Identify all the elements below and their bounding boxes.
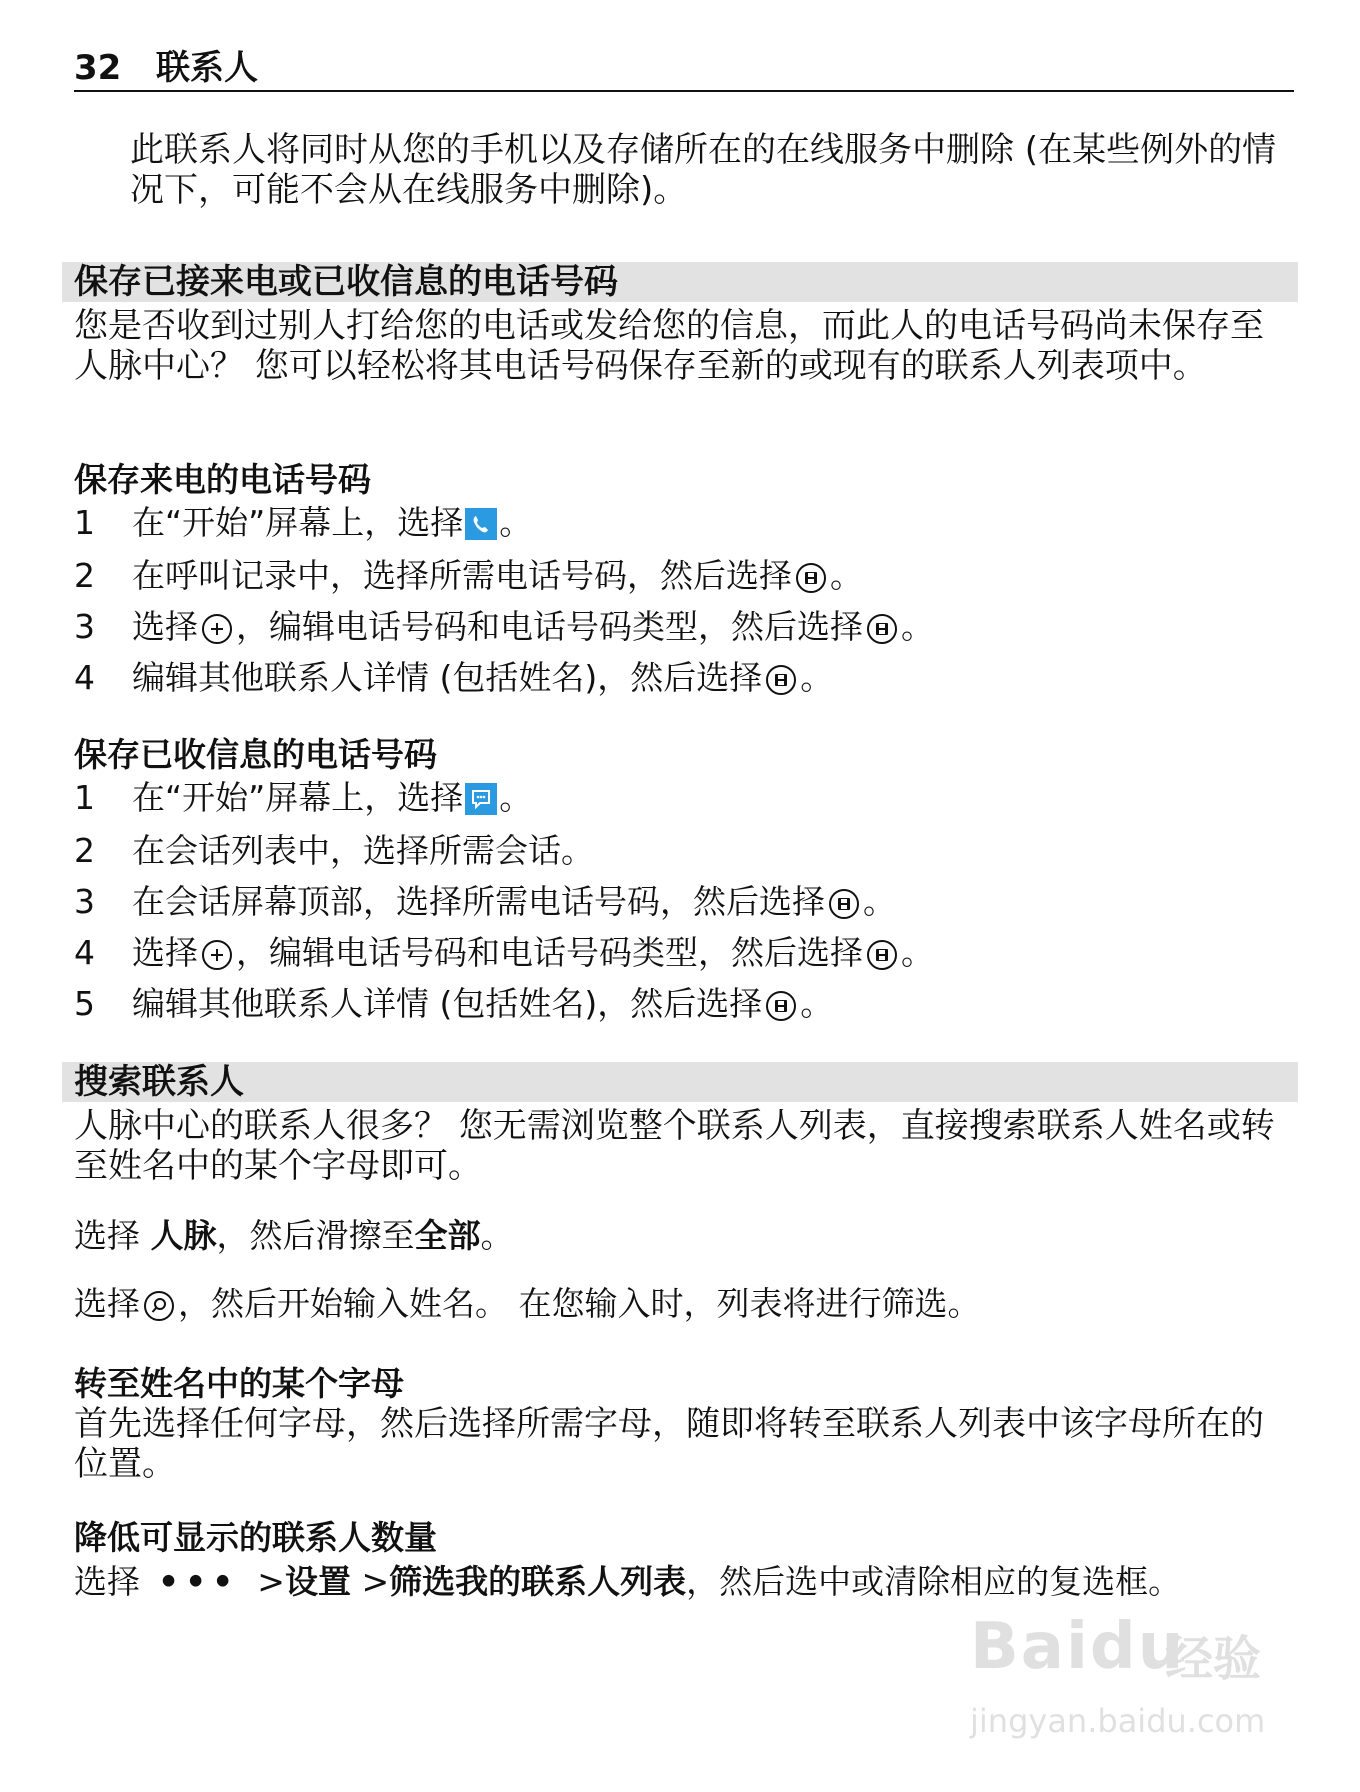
step-number: 2 (74, 556, 95, 595)
jump-body: 首先选择任何字母，然后选择所需字母，随即将转至联系人列表中该字母所在的位置。 (74, 1404, 1264, 1484)
chapter-title: 联系人 (156, 48, 258, 88)
step-text: 编辑其他联系人详情 (包括姓名)，然后选择 。 (132, 984, 834, 1023)
step-text: 选择 ，编辑电话号码和电话号码类型，然后选择 。 (132, 933, 934, 972)
settings-label: 设置 (284, 1562, 351, 1601)
step-number: 5 (74, 984, 95, 1023)
phone-tile-icon (465, 508, 497, 540)
step-text: 在会话列表中，选择所需会话。 (132, 831, 594, 870)
section2-body: 人脉中心的联系人很多？ 您无需浏览整个联系人列表，直接搜索联系人姓名或转至姓名中的某个字母即可。 (74, 1106, 1275, 1186)
step-text: 在呼叫记录中，选择所需电话号码，然后选择 。 (132, 556, 863, 595)
step-number: 4 (74, 933, 95, 972)
reduce-instruction: 选择 ••• >设置 >筛选我的联系人列表，然后选中或清除相应的复选框。 (74, 1560, 1181, 1604)
message-step-4 (74, 931, 1294, 975)
save-icon (867, 614, 897, 644)
call-step-2 (74, 554, 1294, 598)
step-text: 编辑其他联系人详情 (包括姓名)，然后选择 。 (132, 658, 834, 697)
subheading-save-message-number: 保存已收信息的电话号码 (74, 735, 437, 774)
step-number: 4 (74, 658, 95, 697)
save-icon (829, 889, 859, 919)
subheading-jump-to-letter: 转至姓名中的某个字母 (74, 1364, 404, 1403)
save-icon (796, 563, 826, 593)
section1-body: 您是否收到过别人打给您的电话或发给您的信息，而此人的电话号码尚未保存至人脉中心？ 您可以轻松将其电话号码保存至新的或现有的联系人列表项中。 (74, 306, 1264, 386)
search-instruction-2: 选择 ，然后开始输入姓名。 在您输入时，列表将进行筛选。 (74, 1284, 981, 1323)
section-bar-search-contacts (62, 1062, 1298, 1102)
page-header (74, 46, 1294, 92)
baidu-watermark (950, 1590, 1310, 1760)
section-bar-save-numbers (62, 262, 1298, 302)
add-icon (202, 940, 232, 970)
step-text: 在“开始”屏幕上，选择 。 (132, 778, 533, 817)
search-icon (144, 1291, 174, 1321)
people-label: 人脉 (150, 1216, 217, 1255)
subheading-reduce-contacts: 降低可显示的联系人数量 (74, 1518, 437, 1557)
save-icon (867, 940, 897, 970)
call-step-4 (74, 656, 1294, 700)
message-step-2 (74, 829, 1294, 873)
subheading-save-call-number: 保存来电的电话号码 (74, 460, 371, 499)
step-number: 3 (74, 882, 95, 921)
message-step-5 (74, 982, 1294, 1026)
messaging-tile-icon (465, 783, 497, 815)
call-step-3 (74, 605, 1294, 649)
save-icon (766, 991, 796, 1021)
step-number: 2 (74, 831, 95, 870)
section-heading: 搜索联系人 (74, 1062, 244, 1102)
more-icon: ••• (158, 1562, 240, 1601)
search-instruction-1: 选择 人脉，然后滑擦至全部。 (74, 1216, 514, 1255)
step-text: 在会话屏幕顶部，选择所需电话号码，然后选择 。 (132, 882, 896, 921)
section-heading: 保存已接来电或已收信息的电话号码 (74, 262, 618, 302)
add-icon (202, 614, 232, 644)
step-number: 1 (74, 503, 95, 542)
message-step-3 (74, 880, 1294, 924)
step-number: 1 (74, 778, 95, 817)
step-text: 在“开始”屏幕上，选择 。 (132, 503, 533, 542)
message-step-1 (74, 776, 1294, 820)
watermark-cn: 经验 (1165, 1631, 1262, 1687)
step-text: 选择 ，编辑电话号码和电话号码类型，然后选择 。 (132, 607, 934, 646)
filter-list-label: 筛选我的联系人列表 (389, 1562, 687, 1601)
call-step-1 (74, 501, 1294, 545)
watermark-url: jingyan.baidu.com (970, 1702, 1266, 1740)
step-number: 3 (74, 607, 95, 646)
watermark-brand: Baidu (970, 1610, 1186, 1684)
intro-paragraph: 此联系人将同时从您的手机以及存储所在的在线服务中删除 (在某些例外的情况下，可能不会从在线服务中删除)。 (130, 130, 1277, 210)
all-label: 全部 (414, 1216, 481, 1255)
save-icon (766, 665, 796, 695)
page-number: 32 (74, 48, 122, 88)
